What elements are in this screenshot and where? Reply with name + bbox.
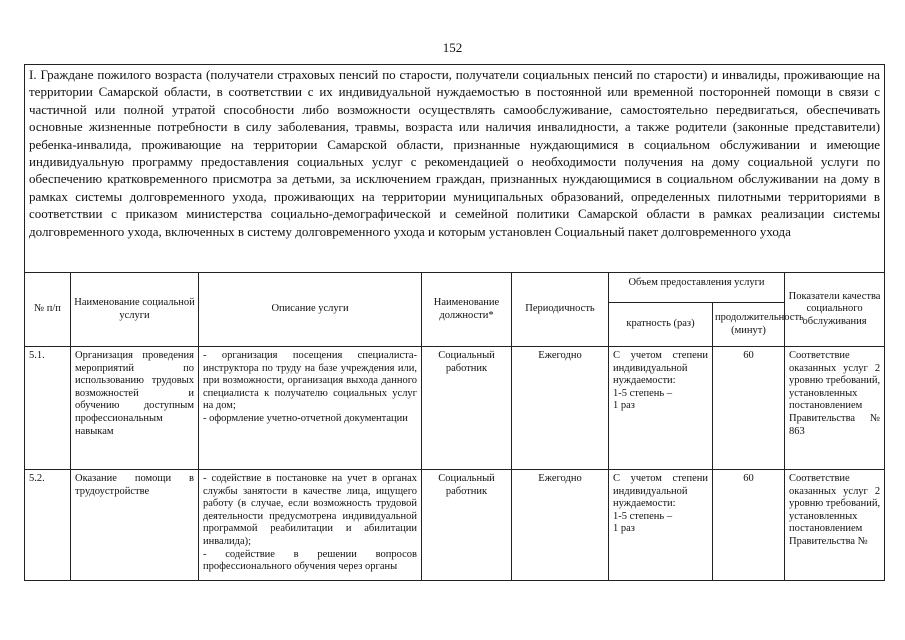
row-periodicity: Ежегодно [512,347,609,470]
row-service-name: Оказание помощи в трудоустройстве [71,470,199,581]
frequency-text: 1-5 степень – [613,387,673,399]
header-num: № п/п [25,273,71,347]
row-num: 5.2. [25,470,71,581]
services-table [24,64,885,581]
frequency-text: 1 раз [613,523,635,535]
header-description: Описание услуги [199,273,422,347]
header-service-name: Наименование социальной услуги [71,273,199,347]
row-frequency [609,470,713,581]
page-number: 152 [442,40,463,55]
frequency-text: 1 раз [613,400,635,412]
row-quality: Соответствие оказанных услуг 2 уровню требований, установленных постановлением Правительства № 863 [785,347,885,470]
row-quality: Соответствие оказанных услуг 2 уровню требований, установленных постановлением Правительства № [785,470,885,581]
header-position: Наименование должности* [422,273,512,347]
description-item: - организация посещения специалиста-инструктора по труду на базе учреждения или, при возможности, организация выхода данного специалиста к получателю социальных услуг на дом; [203,350,417,412]
row-position: Социальный работник [422,470,512,581]
row-position: Социальный работник [422,347,512,470]
table-row [25,347,885,470]
frequency-text: 1-5 степень – [613,510,673,522]
row-duration: 60 [713,470,785,581]
header-frequency: кратность (раз) [609,303,713,347]
header-volume: Объем предоставления услуги [609,273,785,303]
intro-row [25,65,885,273]
description-item: - содействие в решении вопросов профессионального обучения через органы [203,548,417,573]
table-row [25,470,885,581]
frequency-text: С учетом степени индивидуальной нуждаемости: [613,473,708,510]
row-frequency [609,347,713,470]
header-periodicity: Периодичность [512,273,609,347]
row-description [199,347,422,470]
row-duration: 60 [713,347,785,470]
description-item: - содействие в постановке на учет в органах службы занятости в качестве лица, ищущего работу (в случае, если возможность трудовой деятельности предусмотрена индивидуальной программой реабилитации и абилитации инвалида); [203,473,417,547]
header-duration: продолжительность (минут) [713,303,785,347]
header-row [25,273,885,303]
row-description [199,470,422,581]
row-num: 5.1. [25,347,71,470]
description-item: - оформление учетно-отчетной документации [203,412,408,424]
row-periodicity: Ежегодно [512,470,609,581]
frequency-text: С учетом степени индивидуальной нуждаемости: [613,350,708,387]
header-quality: Показатели качества социального обслуживания [785,273,885,347]
category-description: I. Граждане пожилого возраста (получатели страховых пенсий по старости, получатели социальных пенсий по старости) и инвалиды, проживающие на территории Самарской области, в соответствии с их индивидуальной нуждаемостью в постоянной или временной посторонней помощи в связи с частичной или полной утратой способности либо возможности осуществлять самообслуживание, самостоятельно передвигаться, обеспечивать основные жизненные потребности в силу заболевания, травмы, возраста или наличия инвалидности, а также родители (законные представители) ребенка-инвалида, проживающие на территории Самарской области, признанные нуждающимися в социальном обслуживании и имеющие индивидуальную программу предоставления социальных услуг с рекомендацией о необходимости получения на дому социальной услуги по обеспечению кратковременного присмотра за детьми, за исключением граждан, признанных нуждающимися в социальном обслуживании на дому в рамках системы долговременного ухода, проживающих на территории муниципальных образований, определенных пилотными территориями в соответствии с приказом министерства социально-демографической и семейной политики Самарской области в рамках реализации системы долговременного ухода, включенных в систему долговременного ухода и которым установлен Социальный пакет долговременного ухода [25,65,885,273]
row-service-name: Организация проведения мероприятий по использованию трудовых возможностей и обучению доступным профессиональным навыкам [71,347,199,470]
